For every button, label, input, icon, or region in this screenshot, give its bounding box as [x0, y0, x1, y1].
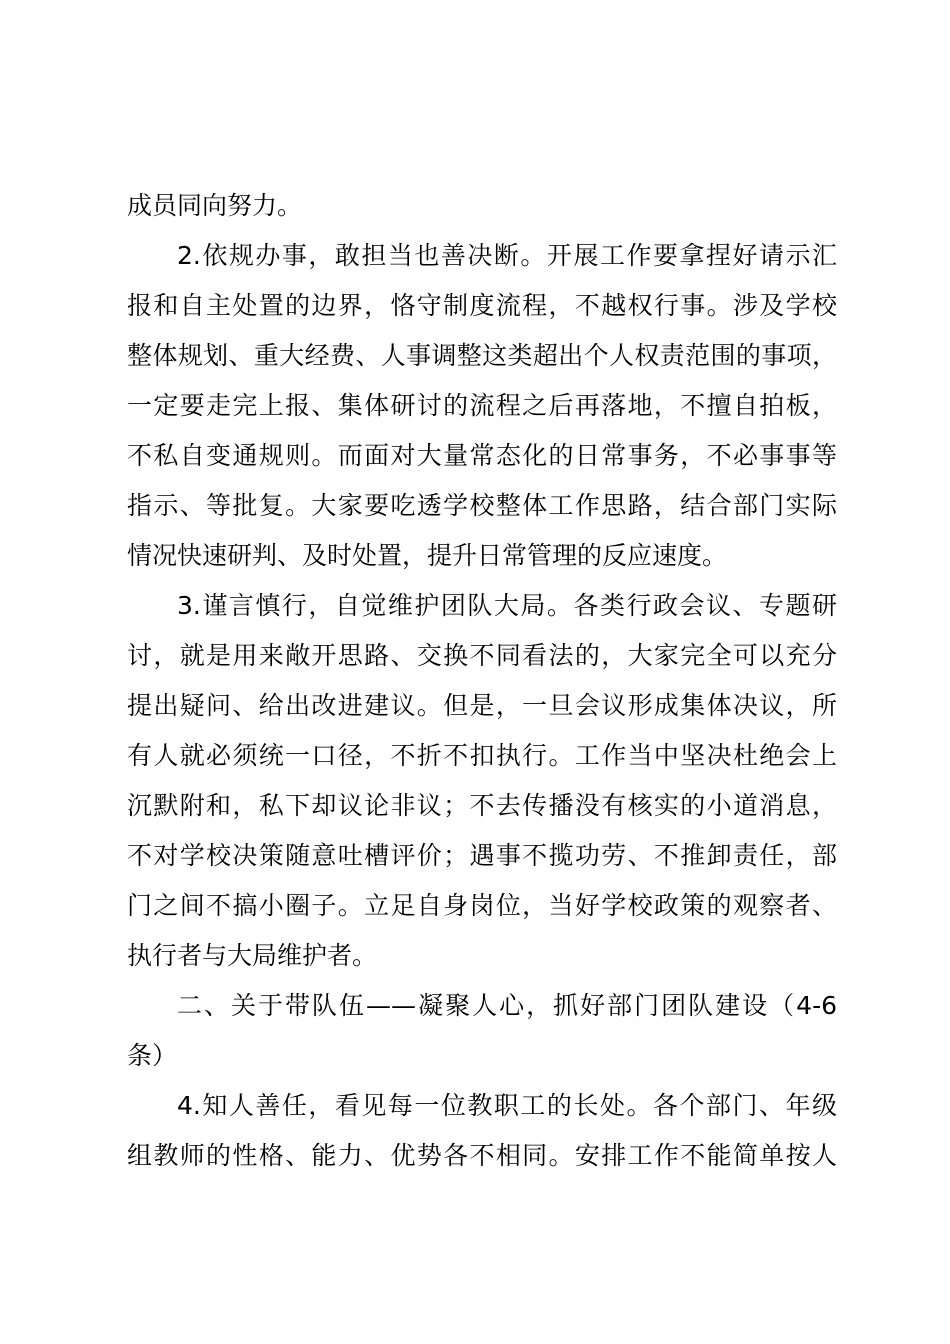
- text-line: 一定要走完上报、集体研讨的流程之后再落地，不擅自拍板，: [127, 391, 837, 420]
- text-line: 讨，就是用来敞开思路、交换不同看法的，大家完全可以充分: [127, 641, 837, 670]
- text-line: 3.谨言慎行，自觉维护团队大局。各类行政会议、专题研: [177, 591, 837, 620]
- text-line: 有人就必须统一口径，不折不扣执行。工作当中坚决杜绝会上: [127, 741, 837, 770]
- text-line: 门之间不搞小圈子。立足自身岗位，当好学校政策的观察者、: [127, 891, 837, 920]
- text-line: 4.知人善任，看见每一位教职工的长处。各个部门、年级: [177, 1091, 837, 1120]
- text-line: 指示、等批复。大家要吃透学校整体工作思路，结合部门实际: [127, 491, 837, 520]
- text-line: 不对学校决策随意吐槽评价；遇事不揽功劳、不推卸责任，部: [127, 841, 837, 870]
- text-line: 2.依规办事，敢担当也善决断。开展工作要拿捏好请示汇: [177, 241, 837, 270]
- text-line: 情况快速研判、及时处置，提升日常管理的反应速度。: [127, 541, 728, 570]
- text-line: 不私自变通规则。而面对大量常态化的日常事务，不必事事等: [127, 441, 837, 470]
- section-heading: 二、关于带队伍——凝聚人心，抓好部门团队建设（4-6: [177, 991, 837, 1020]
- text-line: 提出疑问、给出改进建议。但是，一旦会议形成集体决议，所: [127, 691, 837, 720]
- text-line: 组教师的性格、能力、优势各不相同。安排工作不能简单按人: [127, 1141, 837, 1170]
- text-line: 成员同向努力。: [127, 191, 303, 220]
- text-line: 执行者与大局维护者。: [127, 941, 378, 970]
- text-line: 沉默附和，私下却议论非议；不去传播没有核实的小道消息，: [127, 791, 837, 820]
- section-heading-continued: 条）: [127, 1041, 178, 1070]
- text-line: 整体规划、重大经费、人事调整这类超出个人权责范围的事项，: [127, 341, 837, 370]
- text-line: 报和自主处置的边界，恪守制度流程，不越权行事。涉及学校: [127, 291, 837, 320]
